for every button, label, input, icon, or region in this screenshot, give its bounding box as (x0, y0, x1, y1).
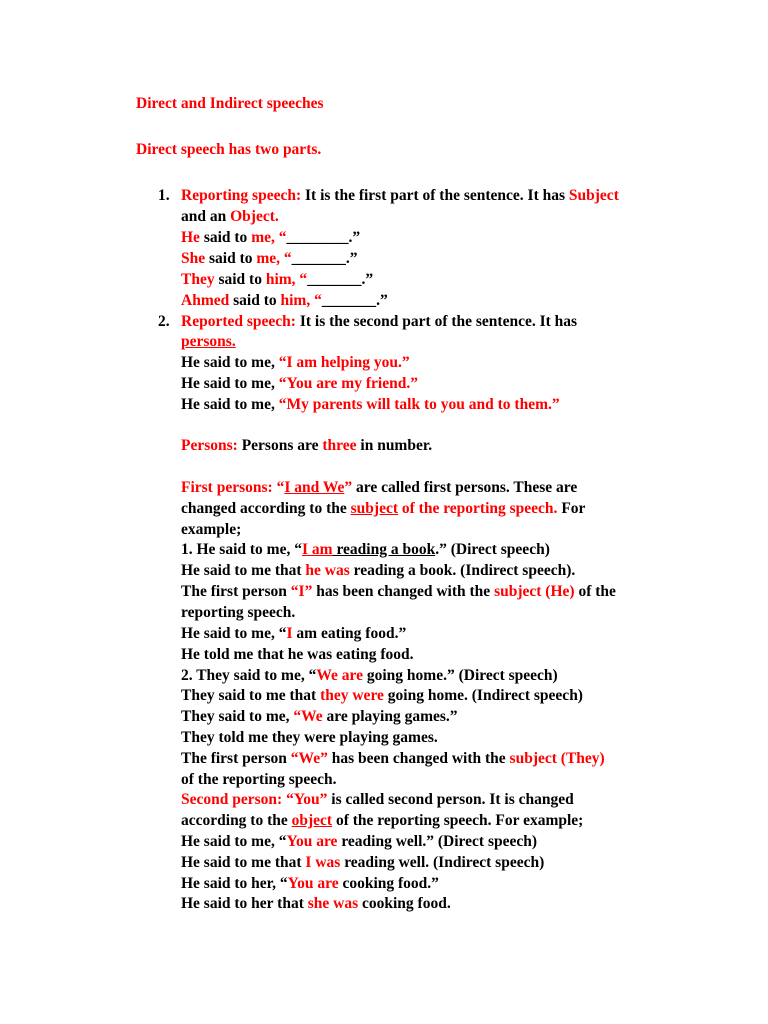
highlight: subject (He) (494, 583, 575, 600)
line-text: has been changed with the (327, 750, 510, 767)
quote-mark: ” (344, 479, 353, 496)
reporting-speech-label: Reporting speech: (181, 187, 302, 204)
line-text: is called second person. It is changed (327, 791, 574, 808)
example-line (181, 687, 583, 705)
speaker: She (181, 250, 206, 267)
highlight: We are (316, 667, 363, 684)
highlight: “We” (290, 750, 328, 767)
line-text: reading well.” (Direct speech) (337, 833, 538, 850)
example-line: reporting speech. (181, 604, 296, 621)
reporting-speech-line (181, 208, 279, 226)
line-text: cooking food. (358, 895, 451, 912)
second-person-label: Second person: “You” (181, 791, 328, 808)
example-line: They told me they were playing games. (181, 729, 438, 746)
line-text: He said to me, “ (181, 833, 287, 850)
first-persons-line (181, 500, 585, 518)
line-text: He said to her, “ (181, 875, 288, 892)
line-text: 2. They said to me, “ (181, 667, 317, 684)
example-line (181, 271, 373, 289)
three-term: three (322, 437, 357, 454)
line-text: going home. (Indirect speech) (383, 687, 583, 704)
line-text: said to (214, 271, 266, 288)
second-person-line (181, 791, 574, 809)
second-person-line (181, 812, 583, 830)
example-line (181, 292, 388, 310)
example-line (181, 895, 451, 913)
line-text: said to (229, 292, 281, 309)
line-text: He said to me, (181, 375, 279, 392)
underlined-text: reading a book (336, 541, 436, 558)
line-text: He said to me, (181, 354, 279, 371)
persons-label: Persons: (181, 437, 238, 454)
highlight: he was (305, 562, 350, 579)
line-text: am eating food.” (292, 625, 407, 642)
highlight: I am (301, 541, 333, 558)
line-text: It is the first part of the sentence. It has (301, 187, 569, 204)
document-title: Direct and Indirect speeches (136, 95, 324, 112)
persons-line (181, 437, 432, 455)
line-text: according to the (181, 812, 292, 829)
listener: me, “ (251, 229, 287, 246)
line-text: of the reporting speech. (398, 500, 558, 517)
line-text: has been changed with the (312, 583, 495, 600)
blank: _______.” (307, 271, 374, 288)
blank: _______.” (291, 250, 358, 267)
blank: ________.” (286, 229, 361, 246)
reported-speech-line (181, 313, 577, 331)
example-line (181, 250, 358, 268)
line-text: They said to me that (181, 687, 321, 704)
line-text: He said to me, (181, 396, 279, 413)
item-number: 1. (158, 187, 170, 204)
intro-heading: Direct speech has two parts. (136, 141, 322, 158)
persons-term: persons. (181, 333, 236, 350)
blank: _______.” (321, 292, 388, 309)
example-line (181, 354, 410, 372)
line-text: are playing games.” (322, 708, 458, 725)
example-line (181, 562, 575, 580)
example-line (181, 541, 550, 559)
highlight: You are (287, 875, 339, 892)
highlight: “We (293, 708, 323, 725)
line-text: He said to her that (181, 895, 308, 912)
example-line (181, 396, 560, 414)
line-text: reading well. (Indirect speech) (340, 854, 545, 871)
item-number: 2. (158, 313, 170, 330)
subject-term: subject (350, 500, 398, 517)
highlight: “I” (290, 583, 313, 600)
quote: “You are my friend.” (278, 375, 418, 392)
line-text: of the (574, 583, 616, 600)
reporting-speech-line (181, 187, 619, 205)
line-text: changed according to the (181, 500, 351, 517)
first-persons-label: First persons: “ (181, 479, 285, 496)
example-line (181, 750, 605, 768)
highlight: I was (305, 854, 341, 871)
line-text: in number. (356, 437, 433, 454)
first-persons-line: example; (181, 521, 242, 538)
line-text: reading a book. (Indirect speech). (349, 562, 576, 579)
subject-term: Subject (568, 187, 619, 204)
speaker: Ahmed (181, 292, 230, 309)
highlight: You are (286, 833, 338, 850)
highlight: they were (320, 687, 384, 704)
speaker: They (181, 271, 215, 288)
highlight: subject (They) (509, 750, 605, 767)
i-and-we-term: I and We (284, 479, 345, 496)
line-text: cooking food.” (338, 875, 439, 892)
first-persons-line (181, 479, 577, 497)
example-line (181, 708, 458, 726)
line-text: of the reporting speech. For example; (332, 812, 584, 829)
line-text: going home.” (Direct speech) (363, 667, 558, 684)
speaker: He (181, 229, 200, 246)
example-line (181, 375, 418, 393)
line-text: Persons are (237, 437, 323, 454)
line-text: and an (181, 208, 231, 225)
line-text: are called first persons. These are (352, 479, 578, 496)
highlight: she was (307, 895, 359, 912)
object-term: object (291, 812, 333, 829)
listener: me, “ (256, 250, 292, 267)
line-text: He said to me that (181, 562, 306, 579)
example-line: He told me that he was eating food. (181, 646, 414, 663)
listener: him, “ (280, 292, 322, 309)
example-line (181, 667, 558, 685)
line-text: For (557, 500, 586, 517)
line-text: .” (Direct speech) (435, 541, 550, 558)
line-text: said to (205, 250, 257, 267)
quote: “I am helping you.” (278, 354, 410, 371)
reported-speech-label: Reported speech: (181, 313, 296, 330)
example-line (181, 625, 406, 643)
example-line (181, 854, 544, 872)
line-text: He said to me that (181, 854, 306, 871)
line-text: said to (199, 229, 252, 246)
line-text: The first person (181, 750, 291, 767)
example-line (181, 229, 360, 247)
example-line (181, 583, 616, 601)
object-term: Object. (230, 208, 279, 225)
example-line: of the reporting speech. (181, 771, 337, 788)
listener: him, “ (265, 271, 308, 288)
example-line (181, 833, 537, 851)
quote: “My parents will talk to you and to them.” (278, 396, 560, 413)
line-text: 1. He said to me, “ (181, 541, 302, 558)
example-line (181, 875, 439, 893)
highlight: I (286, 625, 293, 642)
line-text: It is the second part of the sentence. It has (295, 313, 578, 330)
line-text: They said to me, (181, 708, 294, 725)
line-text: He said to me, “ (181, 625, 287, 642)
line-text: The first person (181, 583, 291, 600)
